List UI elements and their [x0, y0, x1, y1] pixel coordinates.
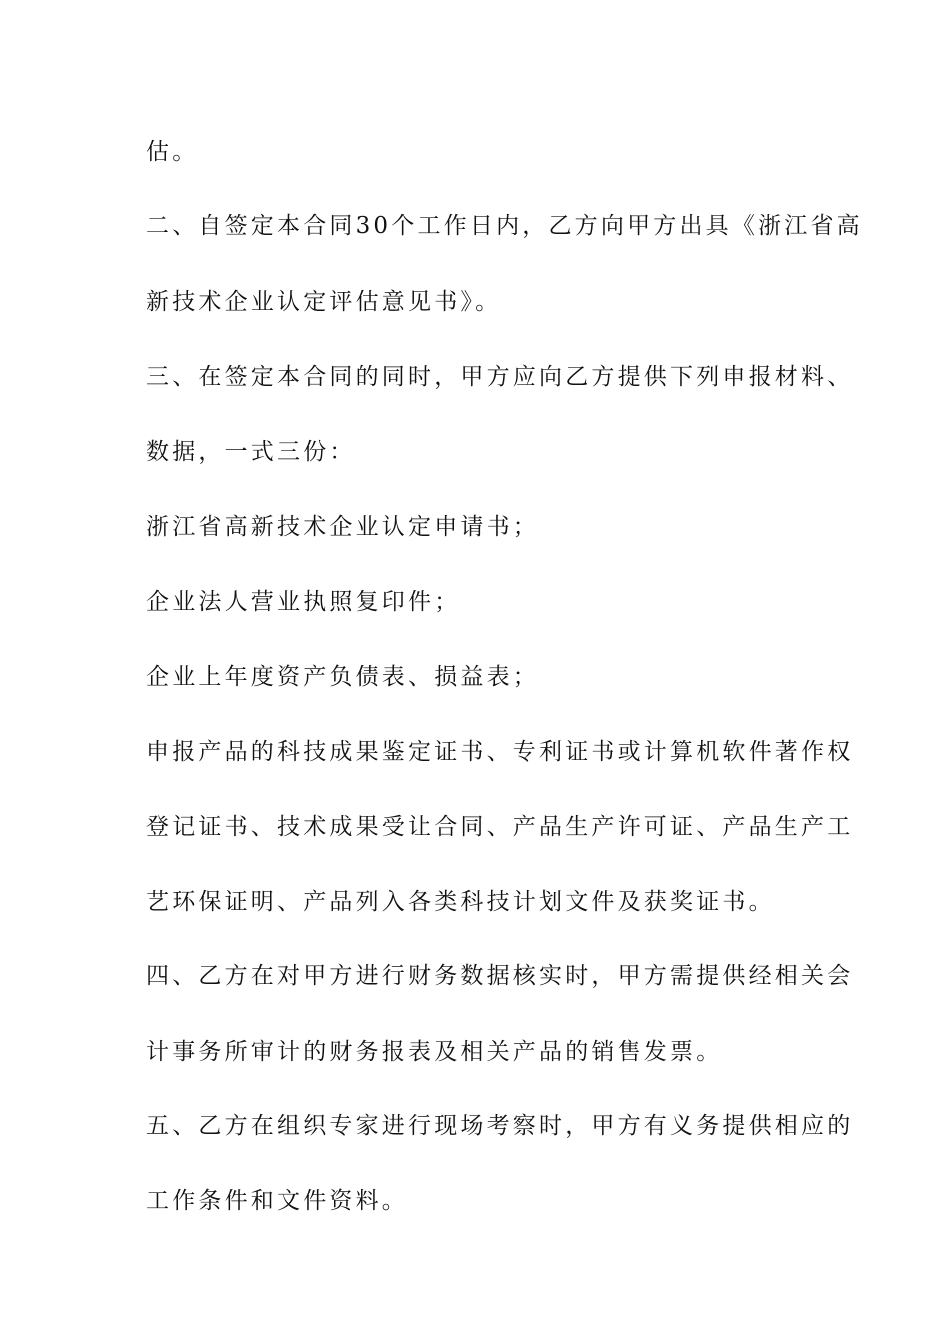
text-line: 四、乙方在对甲方进行财务数据核实时，甲方需提供经相关会 — [146, 963, 854, 989]
text-line: 工作条件和文件资料。 — [146, 1188, 408, 1214]
text-line: 二、自签定本合同30个工作日内，乙方向甲方出具《浙江省高 — [146, 213, 863, 239]
text-line: 新技术企业认定评估意见书》。 — [146, 289, 502, 315]
text-line: 企业法人营业执照复印件； — [146, 589, 461, 615]
text-line: 三、在签定本合同的同时，甲方应向乙方提供下列申报材料、 — [146, 364, 854, 390]
text-line: 数据，一式三份： — [146, 439, 356, 465]
text-line: 登记证书、技术成果受让合同、产品生产许可证、产品生产工 — [146, 814, 854, 840]
text-line: 艺环保证明、产品列入各类科技计划文件及获奖证书。 — [146, 889, 775, 915]
text-line: 计事务所审计的财务报表及相关产品的销售发票。 — [146, 1039, 723, 1065]
text-line: 估。 — [146, 139, 199, 165]
text-line: 企业上年度资产负债表、损益表； — [146, 664, 539, 690]
text-line: 浙江省高新技术企业认定申请书； — [146, 514, 539, 540]
text-line: 申报产品的科技成果鉴定证书、专利证书或计算机软件著作权 — [146, 739, 854, 765]
text-line: 五、乙方在组织专家进行现场考察时，甲方有义务提供相应的 — [146, 1113, 854, 1139]
